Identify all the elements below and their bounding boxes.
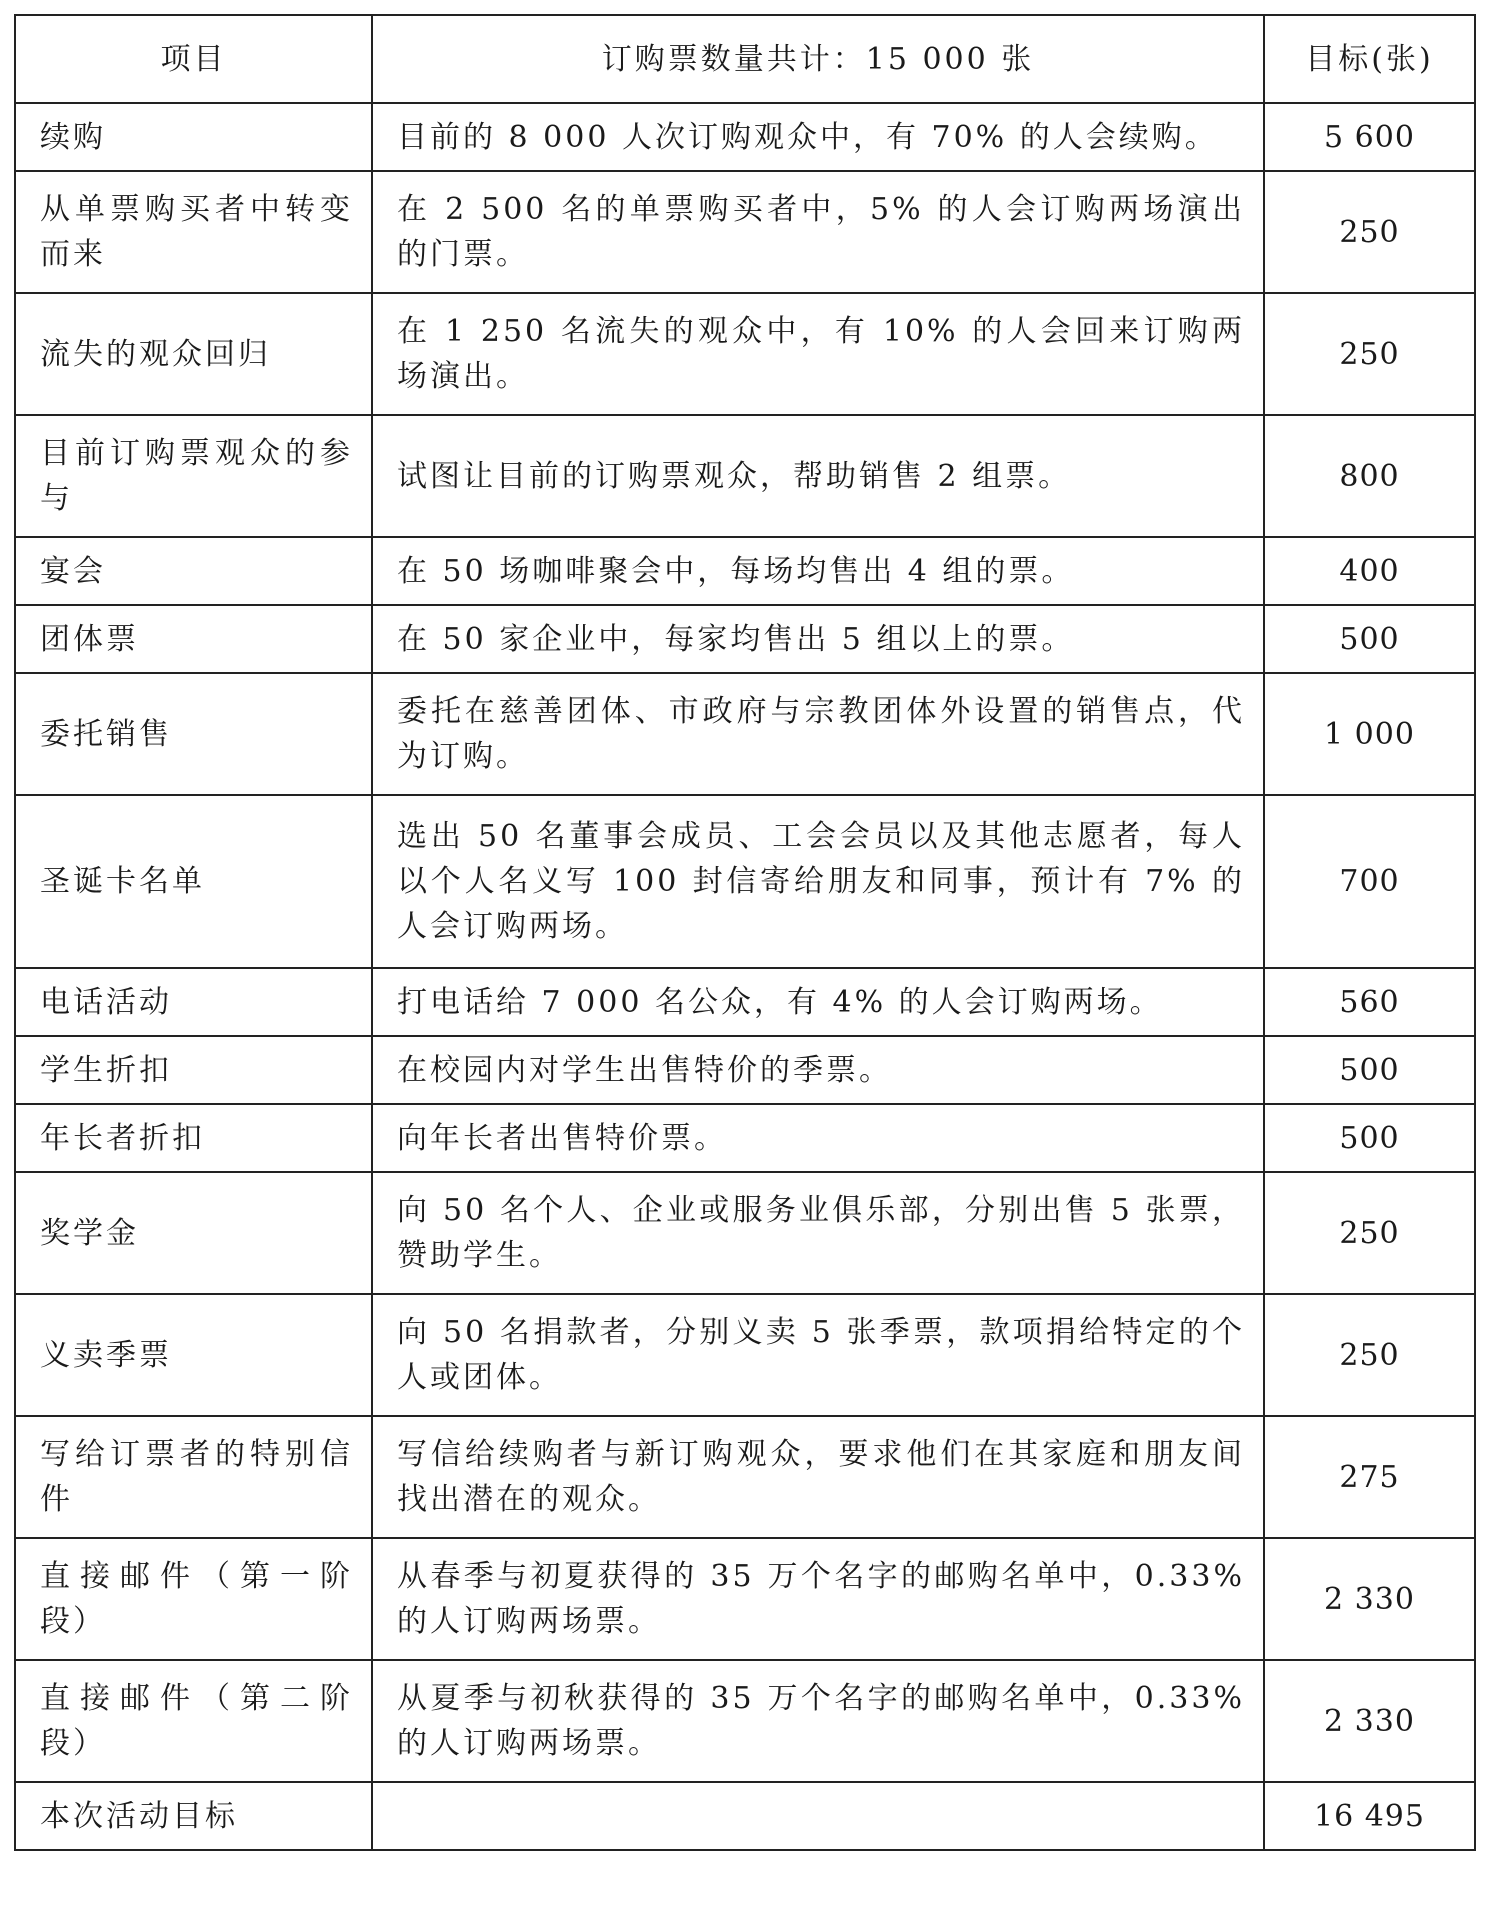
total-row — [15, 1782, 1475, 1850]
row-description: 从春季与初夏获得的 35 万个名字的邮购名单中，0.33% 的人订购两场票。 — [372, 1538, 1264, 1660]
row-description: 从夏季与初秋获得的 35 万个名字的邮购名单中，0.33% 的人订购两场票。 — [372, 1660, 1264, 1782]
row-item: 宴会 — [15, 537, 372, 605]
row-target: 500 — [1264, 605, 1475, 673]
row-description: 在校园内对学生出售特价的季票。 — [372, 1036, 1264, 1104]
row-target: 250 — [1264, 1172, 1475, 1294]
row-description: 向 50 名个人、企业或服务业俱乐部，分别出售 5 张票，赞助学生。 — [372, 1172, 1264, 1294]
table-row — [15, 1416, 1475, 1538]
table-row — [15, 1172, 1475, 1294]
total-description — [372, 1782, 1264, 1850]
row-description: 打电话给 7 000 名公众，有 4% 的人会订购两场。 — [372, 968, 1264, 1036]
row-item: 直接邮件（第一阶段） — [15, 1538, 372, 1660]
table-row — [15, 1538, 1475, 1660]
row-description: 在 1 250 名流失的观众中，有 10% 的人会回来订购两场演出。 — [372, 293, 1264, 415]
header-description: 订购票数量共计：15 000 张 — [372, 15, 1264, 103]
ticket-target-table-page — [14, 14, 1474, 1851]
header-item: 项目 — [15, 15, 372, 103]
row-description: 委托在慈善团体、市政府与宗教团体外设置的销售点，代为订购。 — [372, 673, 1264, 795]
row-description: 在 50 场咖啡聚会中，每场均售出 4 组的票。 — [372, 537, 1264, 605]
table-row — [15, 1660, 1475, 1782]
row-description: 目前的 8 000 人次订购观众中，有 70% 的人会续购。 — [372, 103, 1264, 171]
table-row — [15, 1294, 1475, 1416]
row-target: 2 330 — [1264, 1538, 1475, 1660]
row-target: 560 — [1264, 968, 1475, 1036]
row-target: 800 — [1264, 415, 1475, 537]
total-label: 本次活动目标 — [15, 1782, 372, 1850]
table-row — [15, 605, 1475, 673]
table-row — [15, 795, 1475, 968]
row-description: 试图让目前的订购票观众，帮助销售 2 组票。 — [372, 415, 1264, 537]
row-target: 250 — [1264, 1294, 1475, 1416]
subscription-target-table — [14, 14, 1476, 1851]
row-item: 从单票购买者中转变而来 — [15, 171, 372, 293]
row-target: 700 — [1264, 795, 1475, 968]
row-description: 选出 50 名董事会成员、工会会员以及其他志愿者，每人以个人名义写 100 封信寄给朋友和同事，预计有 7% 的人会订购两场。 — [372, 795, 1264, 968]
row-description: 向 50 名捐款者，分别义卖 5 张季票，款项捐给特定的个人或团体。 — [372, 1294, 1264, 1416]
row-target: 500 — [1264, 1036, 1475, 1104]
row-item: 委托销售 — [15, 673, 372, 795]
row-item: 电话活动 — [15, 968, 372, 1036]
row-item: 续购 — [15, 103, 372, 171]
header-target: 目标(张) — [1264, 15, 1475, 103]
row-item: 圣诞卡名单 — [15, 795, 372, 968]
row-item: 团体票 — [15, 605, 372, 673]
table-header-row — [15, 15, 1475, 103]
row-item: 写给订票者的特别信件 — [15, 1416, 372, 1538]
table-row — [15, 415, 1475, 537]
row-item: 直接邮件（第二阶段） — [15, 1660, 372, 1782]
row-target: 250 — [1264, 293, 1475, 415]
table-row — [15, 968, 1475, 1036]
row-item: 流失的观众回归 — [15, 293, 372, 415]
row-description: 在 2 500 名的单票购买者中，5% 的人会订购两场演出的门票。 — [372, 171, 1264, 293]
row-description: 在 50 家企业中，每家均售出 5 组以上的票。 — [372, 605, 1264, 673]
row-item: 义卖季票 — [15, 1294, 372, 1416]
row-description: 向年长者出售特价票。 — [372, 1104, 1264, 1172]
row-target: 275 — [1264, 1416, 1475, 1538]
row-description: 写信给续购者与新订购观众，要求他们在其家庭和朋友间找出潜在的观众。 — [372, 1416, 1264, 1538]
row-target: 5 600 — [1264, 103, 1475, 171]
row-target: 250 — [1264, 171, 1475, 293]
row-item: 年长者折扣 — [15, 1104, 372, 1172]
row-target: 500 — [1264, 1104, 1475, 1172]
table-row — [15, 293, 1475, 415]
row-item: 奖学金 — [15, 1172, 372, 1294]
table-row — [15, 1104, 1475, 1172]
row-target: 2 330 — [1264, 1660, 1475, 1782]
table-row — [15, 171, 1475, 293]
table-row — [15, 103, 1475, 171]
total-target: 16 495 — [1264, 1782, 1475, 1850]
row-target: 400 — [1264, 537, 1475, 605]
row-target: 1 000 — [1264, 673, 1475, 795]
table-row — [15, 673, 1475, 795]
table-row — [15, 537, 1475, 605]
row-item: 学生折扣 — [15, 1036, 372, 1104]
row-item: 目前订购票观众的参与 — [15, 415, 372, 537]
table-row — [15, 1036, 1475, 1104]
